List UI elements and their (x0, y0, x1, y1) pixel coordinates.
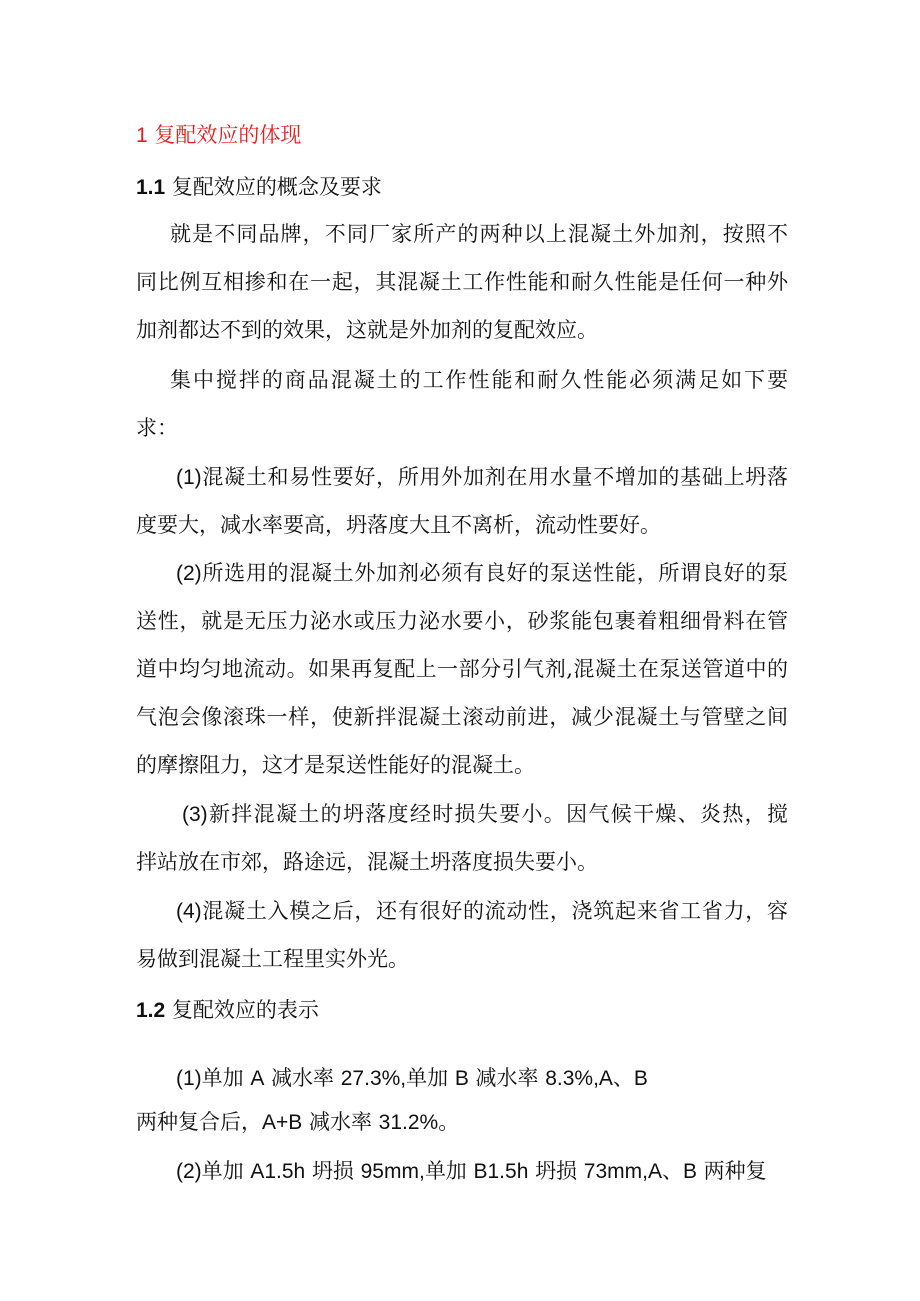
section-title: 复配效应的概念及要求 (171, 175, 382, 199)
section-heading-1-2 (136, 996, 319, 1025)
list-item-6-line (176, 1157, 767, 1186)
paragraph-line: 就是不同品牌，不同厂家所产的两种以上混凝土外加剂，按照不 (170, 222, 788, 246)
list-text: 混凝土和易性要好，所用外加剂在用水量不增加的基础上坍落 (201, 465, 788, 489)
section-title: 复配效应的表示 (171, 998, 319, 1022)
section-heading-1-1 (136, 173, 382, 202)
text-run: 31.2% (378, 1111, 439, 1134)
list-item-3-line (182, 800, 788, 829)
list-marker: (2) (176, 562, 202, 585)
list-item-5-line (136, 1108, 459, 1137)
list-item-2-line: 道中均匀地流动。如果再复配上一部分引气剂,混凝土在泵送管道中的 (136, 657, 788, 681)
text-run: A1.5h (250, 1160, 306, 1183)
text-run: 73mm,A、B (583, 1160, 697, 1183)
text-run: 单加 (406, 1066, 449, 1090)
list-item-5-line (176, 1064, 648, 1093)
list-text: 新拌混凝土的坍落度经时损失要小。因气候干燥、炎热，搅 (207, 802, 788, 826)
text-run: 8.3%,A、B (545, 1067, 648, 1090)
text-run: 减水率 (271, 1066, 335, 1090)
list-item-2-line: 送性，就是无压力泌水或压力泌水要小，砂浆能包裹着粗细骨料在管 (136, 609, 788, 633)
text-run: 坍损 (535, 1159, 578, 1183)
section-number: 1.1 (136, 176, 166, 199)
list-item-3-line: 拌站放在市郊，路途远，混凝土坍落度损失要小。 (136, 850, 598, 874)
paragraph-line: 加剂都达不到的效果，这就是外加剂的复配效应。 (136, 318, 598, 342)
list-item-1-line (176, 463, 788, 492)
text-run: 。 (438, 1110, 460, 1134)
paragraph-line: 求： (136, 416, 178, 440)
text-run: 单加 (201, 1159, 244, 1183)
text-run: A (250, 1067, 265, 1090)
list-item-2-line (176, 559, 788, 588)
list-marker: (3) (182, 803, 208, 826)
text-run: 95mm, (360, 1160, 425, 1183)
list-marker: (4) (176, 900, 202, 923)
text-run: 两种复合后， (136, 1110, 262, 1134)
text-run: 减水率 (308, 1110, 372, 1134)
text-run: 单加 (424, 1159, 467, 1183)
text-run: 坍损 (311, 1159, 354, 1183)
section-number: 1.2 (136, 999, 166, 1022)
list-item-4-line (176, 897, 788, 926)
list-marker: (1) (176, 466, 202, 489)
list-item-4-line: 易做到混凝土工程里实外光。 (136, 947, 409, 971)
text-run: 单加 (201, 1066, 244, 1090)
section-title: 复配效应的体现 (154, 123, 302, 147)
list-item-1-line: 度要大，减水率要高，坍落度大且不离析，流动性要好。 (136, 513, 661, 537)
text-run: 减水率 (475, 1066, 539, 1090)
list-marker: (1) (176, 1067, 202, 1090)
text-run: B1.5h (473, 1160, 529, 1183)
paragraph-line: 集中搅拌的商品混凝土的工作性能和耐久性能必须满足如下要 (170, 368, 788, 392)
list-item-2-line: 的摩擦阻力，这才是泵送性能好的混凝土。 (136, 753, 535, 777)
text-run: 两种复 (703, 1159, 767, 1183)
list-marker: (2) (176, 1160, 202, 1183)
text-run: 27.3%, (340, 1067, 407, 1090)
list-item-2-line: 气泡会像滚珠一样，使新拌混凝土滚动前进，减少混凝土与管壁之间 (136, 705, 788, 729)
text-run: B (454, 1067, 469, 1090)
text-run: A+B (262, 1111, 303, 1134)
section-number: 1 (136, 124, 148, 147)
list-text: 所选用的混凝土外加剂必须有良好的泵送性能，所谓良好的泵 (201, 561, 788, 585)
list-text: 混凝土入模之后，还有很好的流动性，浇筑起来省工省力，容 (201, 899, 788, 923)
paragraph-line: 同比例互相掺和在一起，其混凝土工作性能和耐久性能是任何一种外 (136, 270, 788, 294)
section-heading-1 (136, 121, 301, 150)
